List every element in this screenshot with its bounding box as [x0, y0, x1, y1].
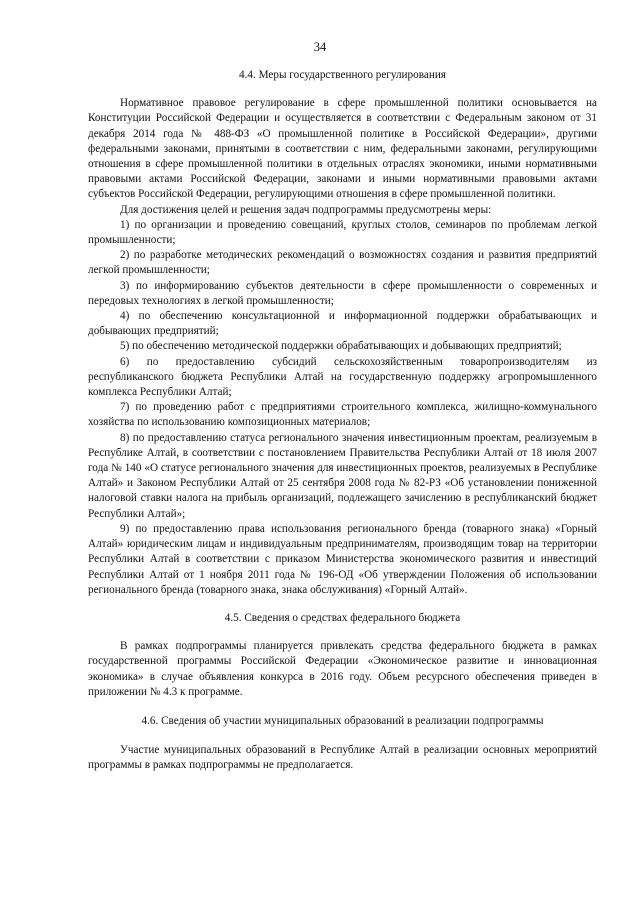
- paragraph-measures-intro: Для достижения целей и решения задач подпрограммы предусмотрены меры:: [120, 203, 492, 216]
- measure-item-4: 4) по обеспечению консультационной и информационной поддержки обрабатывающих и добывающих предприятий;: [88, 310, 597, 338]
- section-4-6-paragraph: Участие муниципальных образований в Республике Алтай в реализации основных мероприятий программы в рамках подпрограммы не предполагается.: [88, 744, 597, 772]
- measure-item-1: 1) по организации и проведению совещаний, круглых столов, семинаров по проблемам легкой промышленности;: [88, 218, 597, 247]
- page-number: 34: [313, 40, 327, 54]
- section-4-5-paragraph: В рамках подпрограммы планируется привлекать средства федерального бюджета в рамках государственной программы Российской Федерации «Экономическое развитие и инновационная экономика» в случае объявления конкурса в 2016 году. Объем ресурсного обеспечения приведен в приложении № 4.3 к программе.: [88, 640, 597, 698]
- section-4-5-title: 4.5. Сведения о средствах федерального бюджета: [224, 611, 461, 624]
- page-content: [88, 68, 597, 774]
- measure-item-7: 7) по проведению работ с предприятиями строительного комплекса, жилищно-коммунального хозяйства по использованию композиционных материалов;: [88, 401, 597, 429]
- measure-item-5: 5) по обеспечению методической поддержки обрабатывающих и добывающих предприятий;: [120, 340, 562, 353]
- section-4-4-body: [88, 96, 597, 598]
- section-4-6-title: 4.6. Сведения об участии муниципальных образований в реализации подпрограммы: [141, 714, 544, 727]
- section-4-4-title: 4.4. Меры государственного регулирования: [239, 69, 446, 81]
- paragraph-legal-basis: Нормативное правовое регулирование в сфере промышленной политики основывается на Конституции Российской Федерации и осуществляется в соответствии с Федеральным законом от 31 декабря 2014 года № 488-ФЗ «О промышленной политике в Российской Федерации», другими федеральными законами, принятыми в соответствии с ним, федеральными законами, регулирующими отношения в сфере промышленной политики в отдельных отраслях экономики, иными нормативными правовыми актами Российской Федерации, законами и иными нормативными правовыми актами субъектов Российской Федерации, регулирующими отношения в сфере промышленной политики.: [88, 97, 597, 201]
- measure-item-3: 3) по информированию субъектов деятельности в сфере промышленности о современных и передовых технологиях в легкой промышленности;: [88, 279, 597, 307]
- measure-item-6: 6) по предоставлению субсидий сельскохозяйственным товаропроизводителям из республиканского бюджета Республики Алтай на государственную поддержку агропромышленного комплекса Республики Алтай;: [88, 355, 597, 399]
- measure-item-2: 2) по разработке методических рекомендаций о возможностях создания и развития предприятий легкой промышленности;: [88, 249, 597, 277]
- measure-item-8: 8) по предоставлению статуса регионального значения инвестиционным проектам, реализуемым в Республике Алтай, в соответствии с постановлением Правительства Республики Алтай от 18 июля 2007 года № 140 «О статусе регионального значения для инвестиционных проектов, реализуемых в Республике Алтай» и Законом Республики Алтай от 25 сентября 2008 года № 82-РЗ «Об установлении пониженной налоговой ставки налога на прибыль организаций, подлежащего зачислению в республиканский бюджет Республики Алтай»;: [88, 431, 597, 520]
- measure-item-9: 9) по предоставлению права использования регионального бренда (товарного знака) «Горный Алтай» юридическим лицам и индивидуальным предпринимателям, производящим товар на территории Республики Алтай в соответствии с приказом Министерства экономического развития и инвестиций Республики Алтай от 1 ноября 2011 года № 196-ОД «Об утверждении Положения об использовании регионального бренда (товарного знака, знака обслуживания) «Горный Алтай».: [88, 522, 597, 596]
